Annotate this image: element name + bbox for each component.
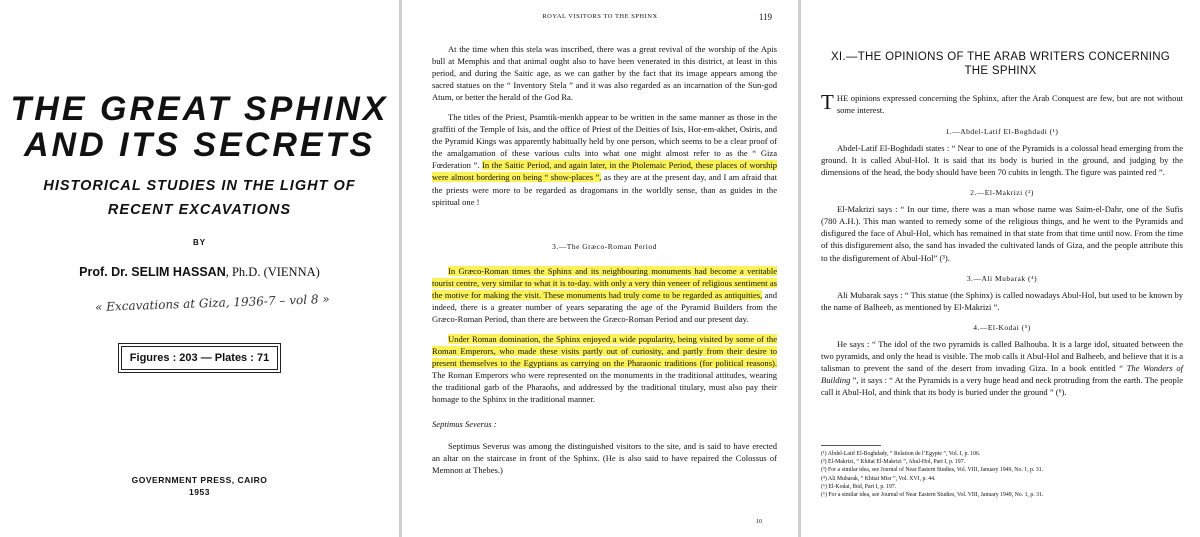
by-label: BY — [192, 238, 207, 247]
author-line — [0, 265, 399, 280]
publication-year: 1953 — [189, 487, 210, 497]
printer-signature: 10 — [756, 519, 762, 525]
footnote: (²) El-Makrizi, “ Khitat El-Makrizi ”, Abul-Hol, Part I, p. 197. — [821, 459, 966, 466]
section-heading: 3.—Ali Mubarak (⁴) — [966, 273, 1038, 283]
footnotes — [821, 450, 1181, 499]
footnote: (⁶) For a similar idea, see Journal of Near Eastern Studies, Vol. VIII, January 1949, No. 1, p. 31. — [821, 492, 1044, 499]
book-title: The Wonders of Building — [821, 362, 1183, 385]
footnote: (⁵) El-Kodai, Ibid, Part I, p. 197. — [821, 483, 897, 490]
section-heading: 2.—El-Makrizi (²) — [970, 188, 1034, 198]
paragraph: El-Makrizi says : “ In our time, there was a man whose name was Saim-el-Dahr, one of the Sufis (780 A.H.). This man wanted to remedy some of the religious things, and he went to the Pyramids and disfigured the face of Abul-Hol, which has remained in that state from that time until now. From the time of this disfigurement also, the sand has invaded the cultivated lands of Giza, and the people attribute this to the disfigurement of Abul-Hol” (³). — [821, 204, 1183, 263]
paragraph: Abdel-Latif El-Boghdadi states : “ Near to one of the Pyramids is a colossal head emerging from the ground. It is called Abul-Hol. It is said that its body is buried in the ground, and judging by the dimensions of the head, the body should have been 70 cubits in length. The figure was painted red ”. — [821, 143, 1183, 178]
author-credentials: , Ph.D. (VIENNA) — [225, 265, 320, 279]
text-run: and indeed, there is a greater number of years separating the age of the Pyramid Builders from the Græco-Roman Period, than there are between the Græco-Roman Period and our present day. — [432, 290, 777, 325]
body-text-middle — [432, 265, 777, 476]
footnote: (¹) Abdel-Latif El-Boghdady, “ Relation de l’Egypte ”, Vol. I, p. 106. — [821, 451, 981, 457]
figures-plates-box: Figures : 203 — Plates : 71 — [121, 346, 278, 370]
highlighted-text: Under Roman domination, the Sphinx enjoyed a wide popularity, being visited by some of the Roman Emperors, who made these visits partly out of curiosity, and partly from their desire to present themselves to the Egyptians as carrying on the Pharaonic traditions (for political reasons). — [432, 334, 777, 369]
publisher: GOVERNMENT PRESS, CAIRO — [131, 475, 268, 485]
chapter-title-line-2: THE SPHINX — [964, 65, 1037, 77]
paragraph: Ali Mubarak says : “ This statue (the Sphinx) is called nowadays Abul-Hol, but used to be known by the name of Balheeb, as mentioned by El-Makrizi ”. — [821, 289, 1183, 312]
page-119 — [402, 0, 798, 537]
subtitle-line-2: RECENT EXCAVATIONS — [107, 202, 292, 218]
highlighted-text: In Græco-Roman times the Sphinx and its neighbouring monuments had become a veritable tourist centre, very similar to what it is to-day. with only a very thin veneer of religious sentiment as the motive for making the visit. These monuments had truly come to be regarded as antiquities, — [432, 266, 777, 301]
author-name: Prof. Dr. SELIM HASSAN — [79, 265, 226, 279]
section-heading: 4.—El-Kodai (⁵) — [973, 322, 1031, 332]
paragraph — [432, 111, 777, 207]
chapter-body — [821, 92, 1183, 398]
highlighted-text: In the Saitic Period, and again later, in the Ptolemaic Period, these places of worship were almost bordering on being “ show-places ”, — [432, 160, 777, 183]
chapter-title — [801, 50, 1200, 78]
section-heading: 3.—The Græco-Roman Period — [552, 242, 657, 251]
text-run: He says : “ The idol of the two pyramids is called Balhouba. It is a large idol, situated between the two pyramids, and only the head is visible. The mob calls it Abul-Hol and Balheeb, and believe that it is a talisman to prevent the sand of the desert from invading Giza. In a book entitled “ — [821, 338, 1183, 373]
page-number: 119 — [758, 12, 772, 22]
section-heading: 1.—Abdel-Latif El-Boghdadi (¹) — [945, 127, 1059, 137]
text-run: as they are at the present day, and I am afraid that the priests were more to be regarded as dragomans in the worldly sense, than as guides in the spiritual one ! — [432, 172, 777, 207]
text-run: The titles of the Priest, Psamtik-menkh appear to be written in the same manner as those in the graffiti of the Temple of Isis, and the office of Priest of the Deities of Isis, Hor-em-akhet, Osiris, and the Pyramid Kings was apparently habitually held by one person, which seems to be a clear proof of the amalgamation of these various cults into what one might almost refer to as the “ Giza Fœderation ”. — [432, 112, 777, 171]
text-run: The Roman Emperors who were represented on the monuments in the traditional attitudes, wearing the traditional garb of the Pharaohs, and addressed by the traditional titulary, must also pay their homage to the Sphinx in the traditional manner. — [432, 370, 777, 405]
paragraph — [821, 338, 1183, 398]
chapter-page — [801, 0, 1200, 537]
subtitle-line-1: HISTORICAL STUDIES IN THE LIGHT OF — [43, 178, 356, 194]
book-title-line-1: THE GREAT SPHINX — [10, 90, 389, 128]
paragraph — [432, 333, 777, 405]
intro-paragraph — [821, 92, 1183, 116]
drop-cap: T — [821, 90, 834, 114]
paragraph — [432, 265, 777, 325]
footnote-rule — [821, 445, 881, 446]
running-head: ROYAL VISITORS TO THE SPHINX — [542, 13, 658, 20]
text-run: ”, it says : “ At the Pyramids is a very huge head and neck protruding from the earth. The people call it Abul-Hol, and think that its body is buried under the ground ” (⁶). — [821, 374, 1183, 397]
book-title-line-2: AND ITS SECRETS — [23, 126, 376, 164]
paragraph: Septimus Severus was among the distinguished visitors to the site, and is said to have erected an altar on the staircase in front of the Sphinx. (He is also said to have repaired the Colossus of Memnon at Thebes.) — [432, 440, 777, 475]
subheading: Septimus Severus : — [432, 418, 497, 429]
imprint — [0, 474, 399, 498]
title-page — [0, 0, 399, 537]
handwritten-note: « Excavations at Giza, 1936-7 – vol 8 » — [94, 291, 330, 315]
chapter-title-line-1: XI.—THE OPINIONS OF THE ARAB WRITERS CONCERNING — [830, 51, 1171, 63]
footnote: (³) For a similar idea, see Journal of Near Eastern Studies, Vol. VIII, January 1949, No. 1, p. 31. — [821, 467, 1044, 474]
footnote: (⁴) Ali Mubarak, “ Khitat Misr ”, Vol. XVI, p. 44. — [821, 475, 936, 482]
text-run: HE opinions expressed concerning the Sphinx, after the Arab Conquest are few, but are not without some interest. — [836, 93, 1183, 116]
paragraph: At the time when this stela was inscribed, there was a great revival of the worship of the Apis bull at Memphis and that animal ought also to have been venerated in this district, at least in this period, and during the Saitic age, as we can gather by the fact that its image appears among the sacred statues on the “ Inventory Stela ” and it was also regarded as an incarnation of the Sun-god Atum, or better the herald of the God Ra. — [432, 44, 777, 103]
body-text-top — [432, 43, 777, 208]
